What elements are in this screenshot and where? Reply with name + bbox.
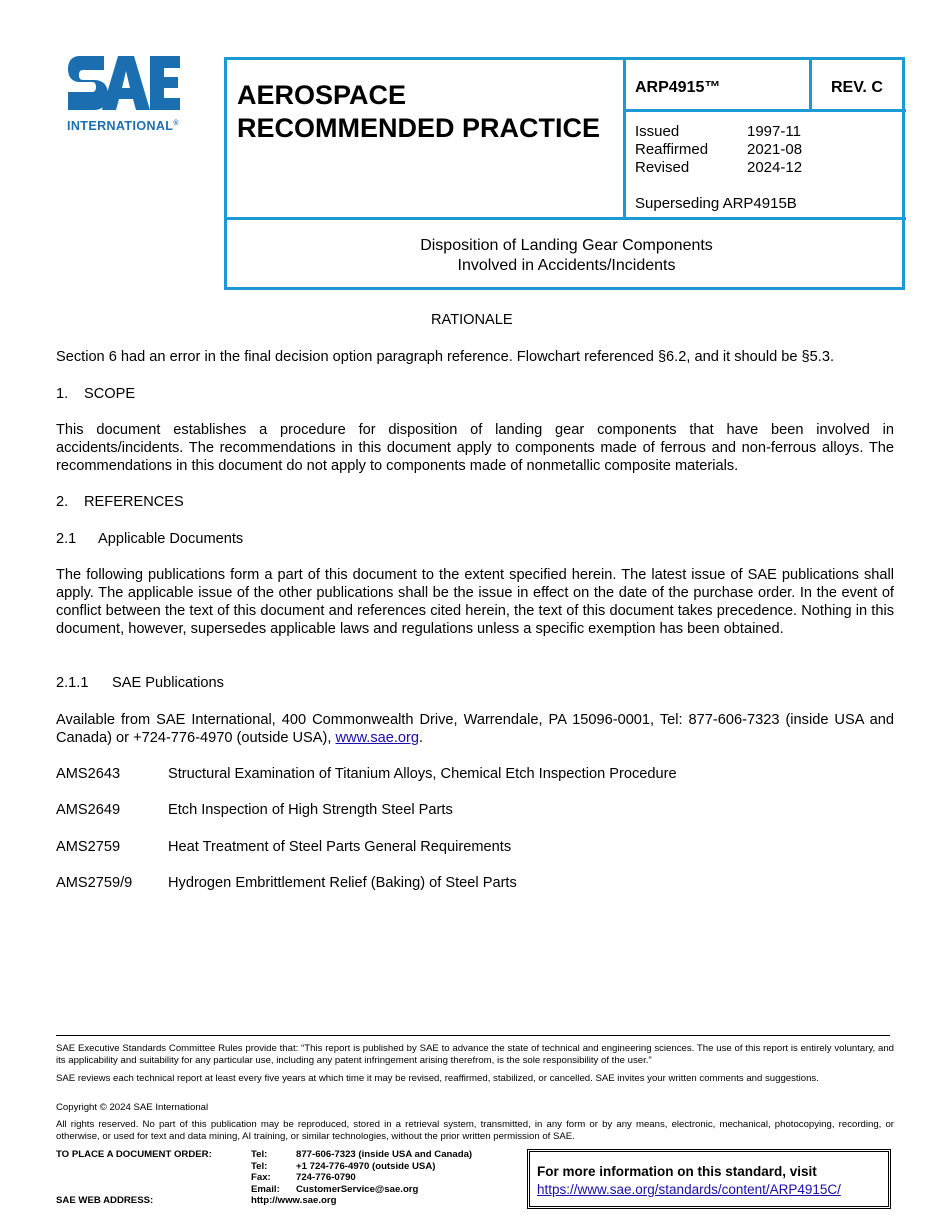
reference-item: AMS2759 Heat Treatment of Steel Parts General Requirements [56, 839, 512, 855]
divider [809, 60, 812, 110]
more-info-box [527, 1149, 891, 1209]
references-heading: 2. REFERENCES [56, 494, 184, 510]
footer-divider [56, 1035, 890, 1036]
revision-label: REV. C [831, 79, 883, 96]
order-contacts: Tel: 877-606-7323 (inside USA and Canada) Tel: +1 724-776-4970 (outside USA) Fax: 724-776-0790 Email: CustomerService@sae.org http://www.sae.org [251, 1149, 473, 1206]
sae-publications-heading: 2.1.1 SAE Publications [56, 675, 224, 691]
scope-text: This document establishes a procedure for disposition of landing gear components that have been involved in accidents/incidents. The recommendations in this document apply to components made of ferrous and non-ferrous alloys. The recommendations in this document do not apply to components made of nonmetallic composite materials. [56, 422, 894, 474]
web-address[interactable]: http://www.sae.org [251, 1195, 337, 1206]
superseding-note: Superseding ARP4915B [635, 195, 797, 212]
standard-link[interactable]: https://www.sae.org/standards/content/ARP4915C/ [537, 1182, 841, 1197]
order-label: TO PLACE A DOCUMENT ORDER: [56, 1149, 212, 1160]
document-number: ARP4915™ [635, 79, 721, 96]
footer-rules: SAE Executive Standards Committee Rules provide that: “This report is published by SAE to advance the state of technical and engineering sciences. The use of this report is entirely voluntary, and its applicability and suitability for any particular use, including any patent infringement arising therefrom, is the sole responsibility of the user.” [56, 1043, 894, 1066]
web-address-label: SAE WEB ADDRESS: [56, 1195, 154, 1206]
logo-letter-e [150, 56, 180, 110]
sae-logo [66, 52, 182, 118]
divider [623, 60, 626, 220]
logo-subtitle: INTERNATIONAL® [67, 119, 179, 133]
rationale-heading: RATIONALE [431, 312, 513, 328]
more-info-title: For more information on this standard, visit [537, 1164, 817, 1179]
footer-copyright: Copyright © 2024 SAE International [56, 1102, 209, 1113]
logo-letter-s [68, 56, 108, 110]
scope-heading: 1. SCOPE [56, 386, 136, 402]
reference-item: AMS2643 Structural Examination of Titanium Alloys, Chemical Etch Inspection Procedure [56, 766, 677, 782]
sae-publications-text: Available from SAE International, 400 Commonwealth Drive, Warrendale, PA 15096-0001, Tel: 877-606-7323 (inside USA and Canada) or +724-776-4970 (outside USA), www.sae.org. [56, 712, 894, 746]
document-dates: Issued 1997-11 Reaffirmed 2021-08 Revised 2024-12 [635, 123, 803, 176]
document-type-title: AEROSPACE RECOMMENDED PRACTICE [237, 80, 601, 143]
rationale-text: Section 6 had an error in the final decision option paragraph reference. Flowchart referenced §6.2, and it should be §5.3. [56, 349, 835, 365]
divider [227, 217, 906, 220]
applicable-documents-text: The following publications form a part of this document to the extent specified herein. The latest issue of SAE publications shall apply. The applicable issue of the other publications shall be the issue in effect on the date of the purchase order. In the event of conflict between the text of this document and references cited herein, the text of this document takes precedence. Nothing in this document, however, supersedes applicable laws and regulations unless a specific exemption has been obtained. [56, 567, 894, 637]
header-box [224, 57, 905, 290]
footer-review: SAE reviews each technical report at least every five years at which time it may be revised, reaffirmed, stabilized, or cancelled. SAE invites your written comments and suggestions. [56, 1073, 819, 1084]
sae-website-link[interactable]: www.sae.org [335, 730, 420, 746]
logo-letter-a [102, 56, 150, 110]
footer-rights: All rights reserved. No part of this publication may be reproduced, stored in a retrieval system, transmitted, in any form or by any means, electronic, mechanical, photocopying, recording, or otherwise, or used for text and data mining, AI training, or similar technologies, without the prior written permission of SAE. [56, 1119, 894, 1142]
reference-item: AMS2649 Etch Inspection of High Strength Steel Parts [56, 802, 453, 818]
applicable-documents-heading: 2.1 Applicable Documents [56, 531, 244, 547]
reference-item: AMS2759/9 Hydrogen Embrittlement Relief (Baking) of Steel Parts [56, 875, 517, 891]
document-subject: Disposition of Landing Gear Components Involved in Accidents/Incidents [420, 237, 713, 274]
divider [623, 109, 906, 112]
